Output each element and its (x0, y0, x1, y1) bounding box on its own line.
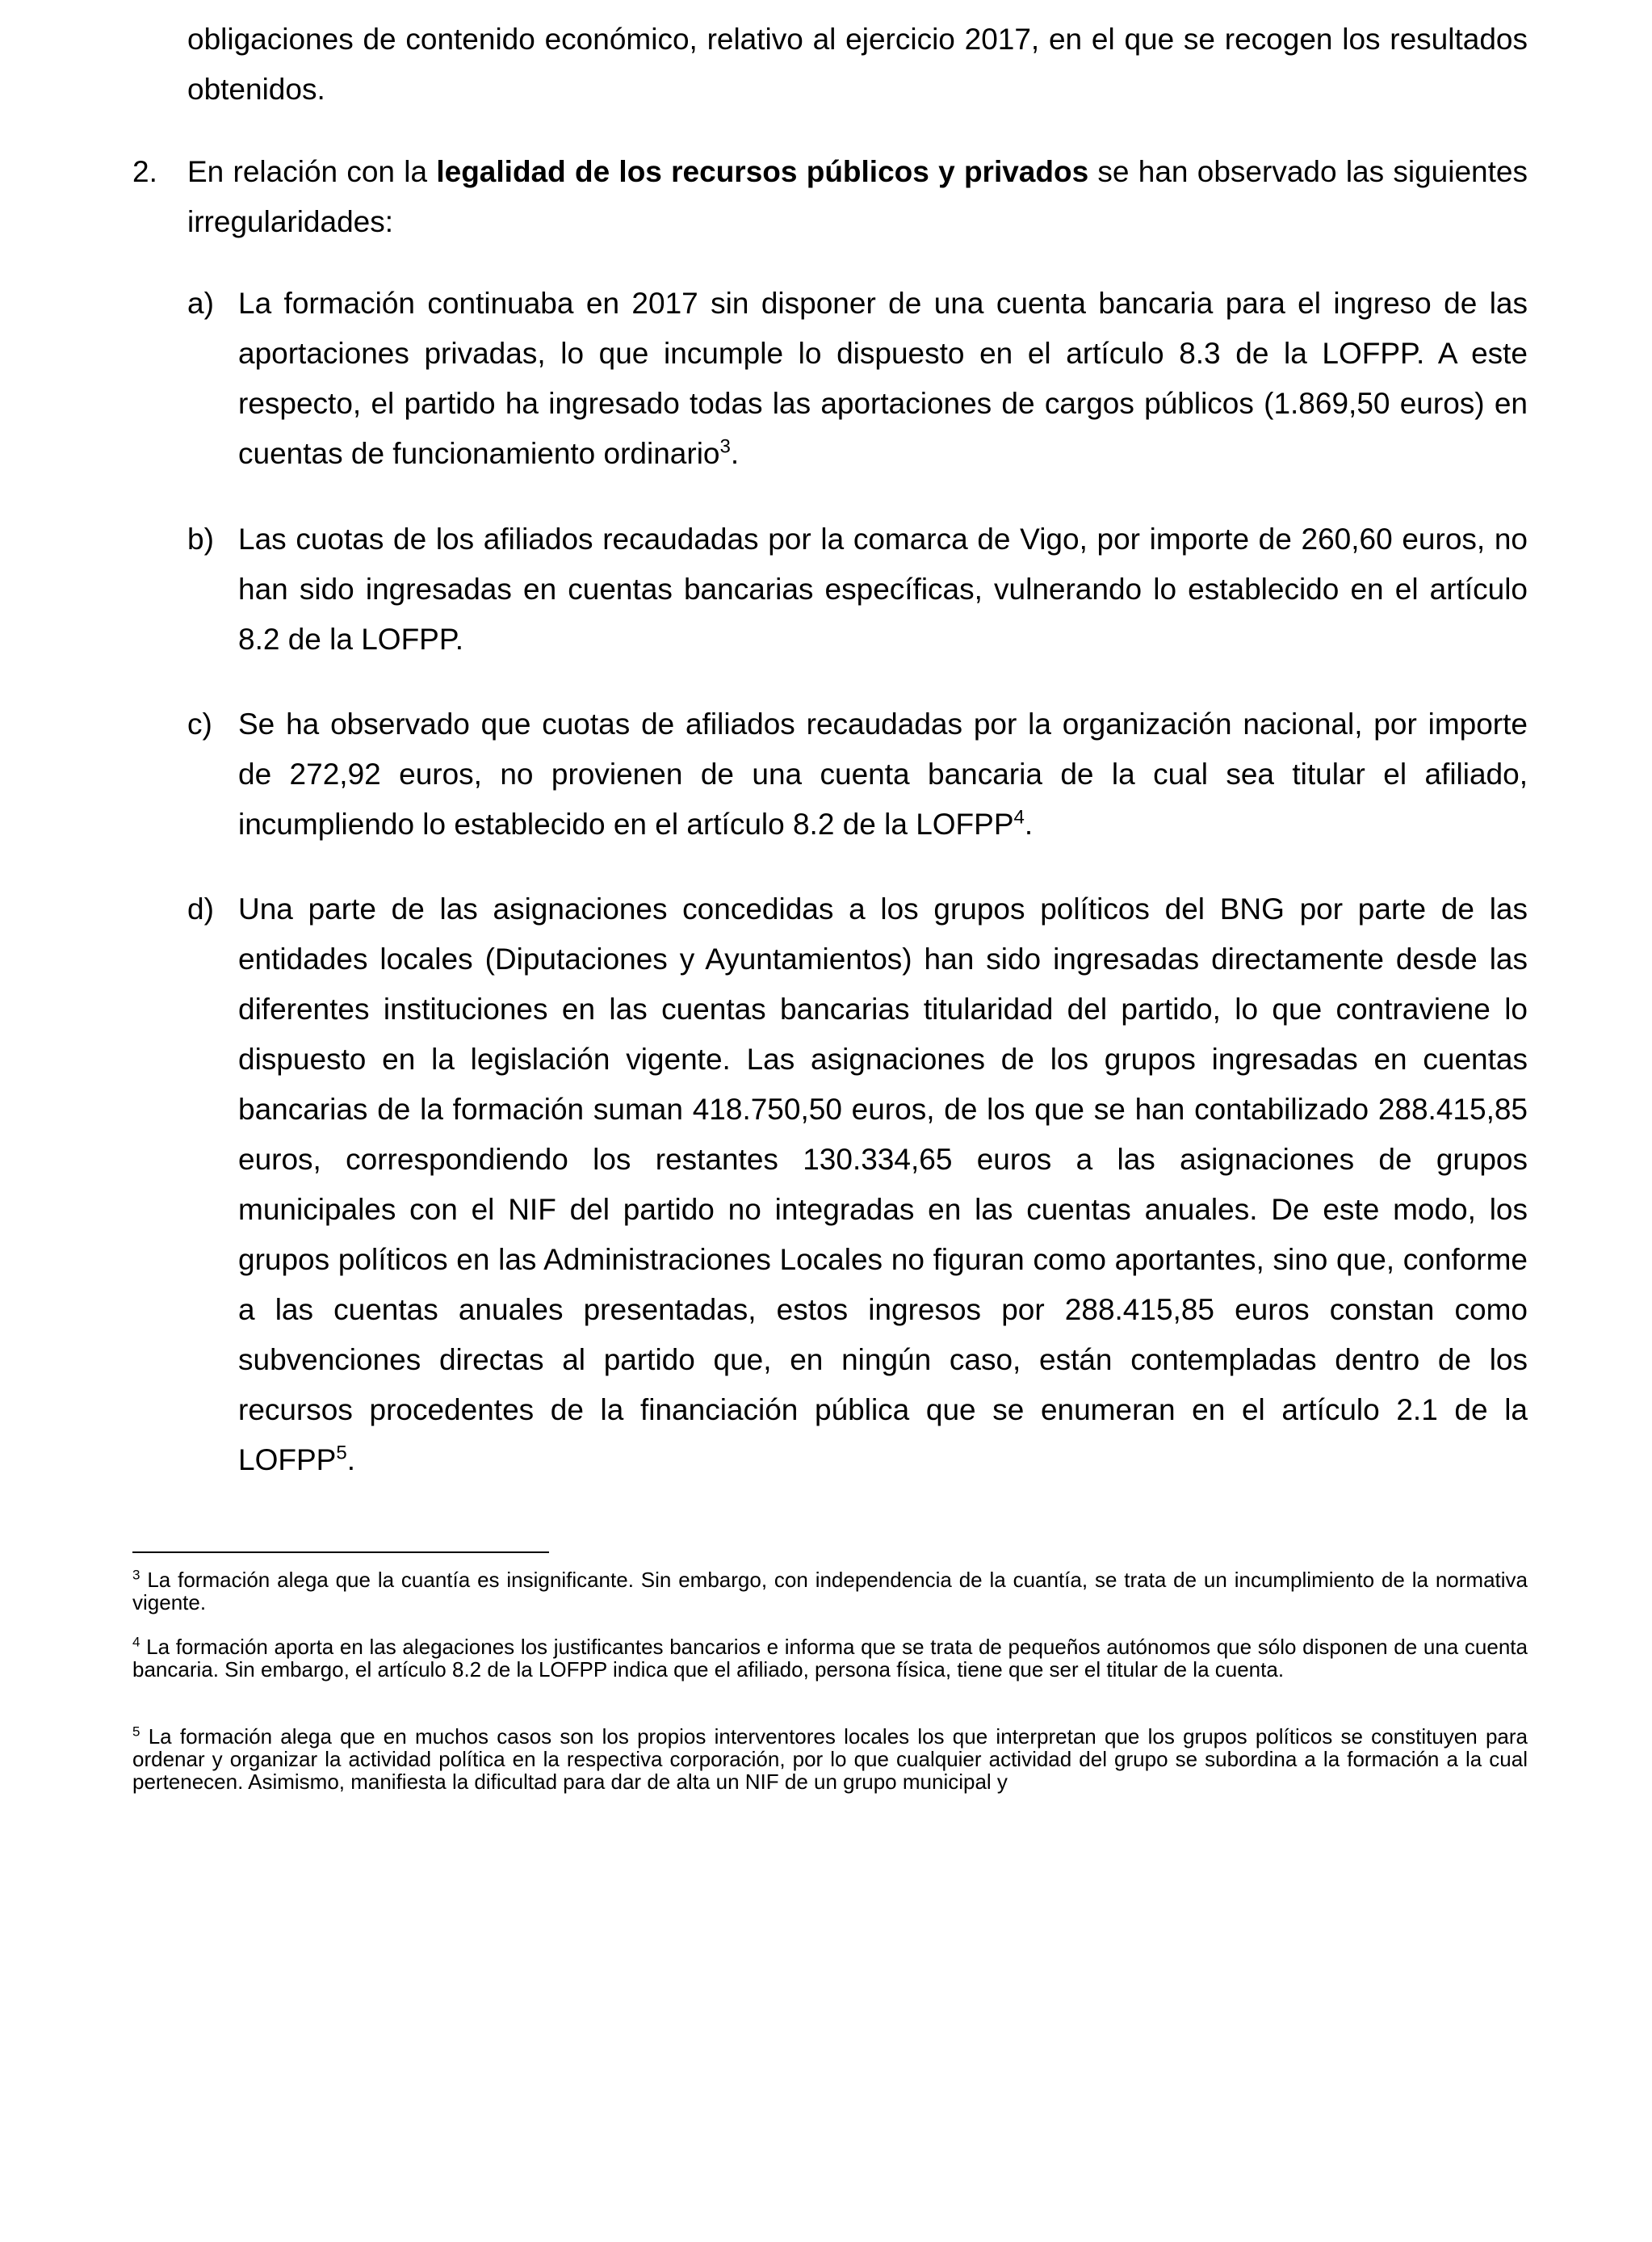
list-number: 2. (132, 155, 157, 188)
sub-item-label: c) (187, 707, 212, 741)
sub-item-text: La formación continuaba en 2017 sin disponer de una cuenta bancaria para el ingreso de las aportaciones privadas, lo que incumple lo dispuesto en el artículo 8.3 de la LOFPP. A este respecto, el partido ha ingresado todas las aportaciones de cargos públicos (1.869,50 euros) en cuentas de funcionamiento ordinario$^3$. (238, 287, 1528, 470)
footnote-mark: 4 (132, 1634, 140, 1650)
sub-item-label: b) (187, 523, 214, 556)
sub-item-c (187, 699, 1528, 850)
bold-phrase: legalidad de los recursos públicos y privados (436, 155, 1089, 188)
sub-item-text: Las cuotas de los afiliados recaudadas por la comarca de Vigo, por importe de 260,60 euros, no han sido ingresadas en cuentas bancarias específicas, vulnerando lo establecido en el artículo 8.2 de la LOFPP. (238, 523, 1528, 656)
footnote-3: $^3$ La formación alega que la cuantía es insignificante. Sin embargo, con independencia de la cuantía, se trata de un incumplimiento de la normativa vigente. (132, 1567, 1528, 1614)
sub-item-label: d) (187, 892, 214, 926)
footnote-mark: 3 (132, 1567, 140, 1583)
footnote-ref: 3 (719, 435, 731, 458)
footnote-5: $^5$ La formación alega que en muchos casos son los propios interventores locales los que interpretan que los grupos políticos se constituyen para ordenar y organizar la actividad política en la respectiva corporación, por lo que cualquier actividad del grupo se subordina a la formación a la cual pertenecen. Asimismo, manifiesta la dificultad para dar de alta un NIF de un grupo municipal y (132, 1723, 1528, 1794)
sub-item-label: a) (187, 287, 214, 320)
intro-paragraph: obligaciones de contenido económico, relativo al ejercicio 2017, en el que se recogen los resultados obtenidos. (187, 23, 1528, 106)
footnote-4: $^4$ La formación aporta en las alegaciones los justificantes bancarios e informa que se trata de pequeños autónomos que sólo disponen de una cuenta bancaria. Sin embargo, el artículo 8.2 de la LOFPP indica que el afiliado, persona física, tiene que ser el titular de la cuenta. (132, 1634, 1528, 1682)
sub-item-b (187, 514, 1528, 665)
footnote-separator (132, 1551, 549, 1553)
footnote-mark: 5 (132, 1723, 140, 1740)
list-item-2-text: En relación con la legalidad de los recursos públicos y privados se han observado las siguientes irregularidades: (187, 155, 1528, 238)
list-item-2 (132, 147, 1528, 247)
footnote-ref: 4 (1013, 806, 1025, 829)
sub-item-text: Una parte de las asignaciones concedidas a los grupos políticos del BNG por parte de las entidades locales (Diputaciones y Ayuntamientos) han sido ingresadas directamente desde las diferentes instituciones en las cuentas bancarias titularidad del partido, lo que contraviene lo dispuesto en la legislación vigente. Las asignaciones de los grupos ingresadas en cuentas bancarias de la formación suman 418.750,50 euros, de los que se han contabilizado 288.415,85 euros, correspondiendo los restantes 130.334,65 euros a las asignaciones de grupos municipales con el NIF del partido no integradas en las cuentas anuales. De este modo, los grupos políticos en las Administraciones Locales no figuran como aportantes, sino que, conforme a las cuentas anuales presentadas, estos ingresos por 288.415,85 euros constan como subvenciones directas al partido que, en ningún caso, están contempladas dentro de los recursos procedentes de la financiación pública que se enumeran en el artículo 2.1 de la LOFPP$^5$. (238, 892, 1528, 1476)
footnote-ref: 5 (336, 1442, 347, 1464)
sub-item-a (187, 279, 1528, 479)
sub-item-d (187, 884, 1528, 1485)
sub-item-text: Se ha observado que cuotas de afiliados recaudadas por la organización nacional, por importe de 272,92 euros, no provienen de una cuenta bancaria de la cual sea titular el afiliado, incumpliendo lo establecido en el artículo 8.2 de la LOFPP$^4$. (238, 707, 1528, 841)
